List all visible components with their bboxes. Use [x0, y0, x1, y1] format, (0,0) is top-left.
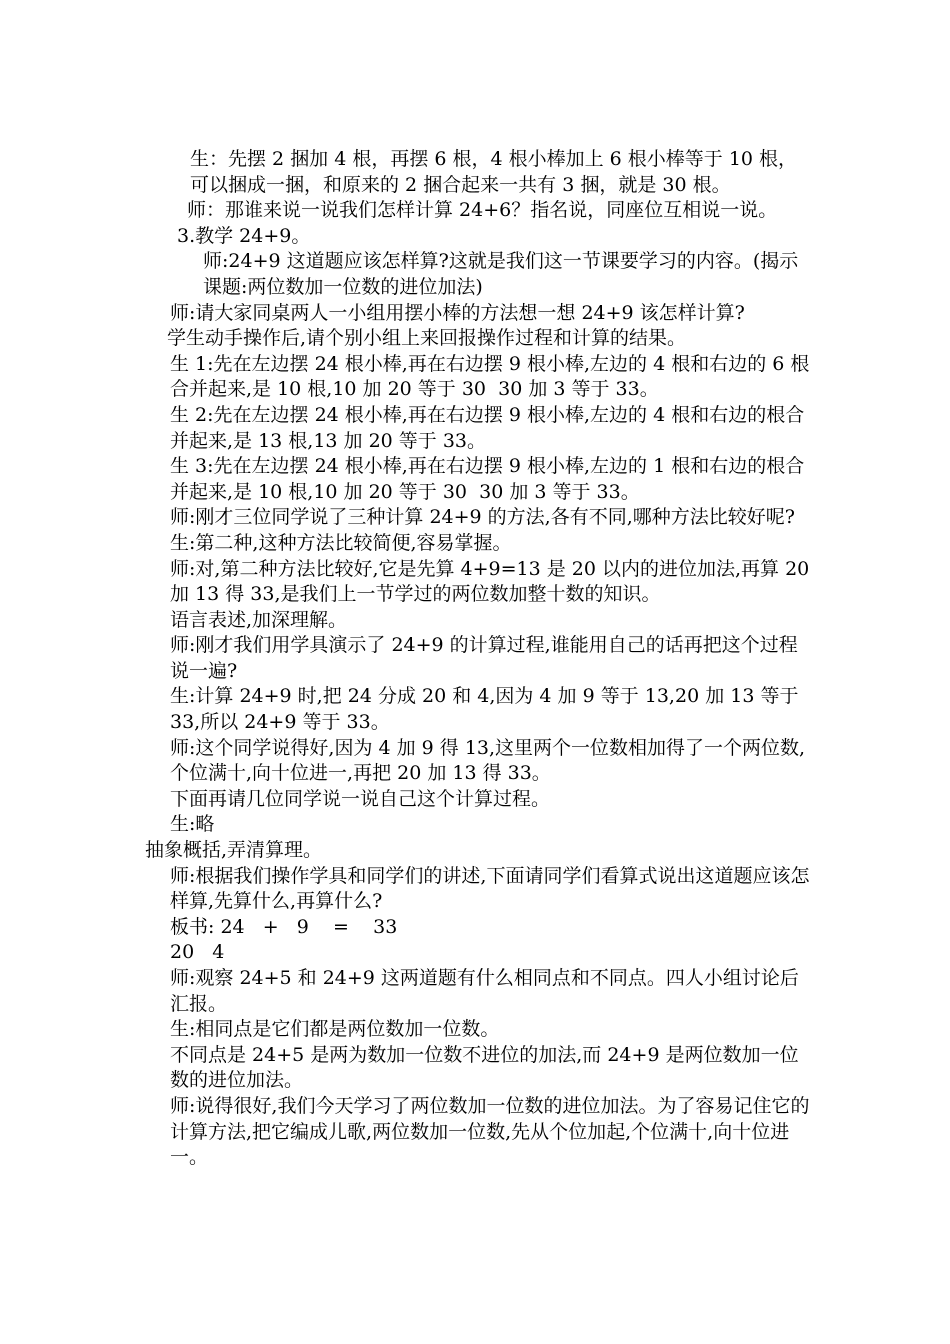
paragraph: 师:刚才我们用学具演示了 24+9 的计算过程,谁能用自己的话再把这个过程说一遍?: [170, 634, 798, 682]
paragraph: 生:略: [170, 813, 215, 836]
paragraph: 师:这个同学说得好,因为 4 加 9 得 13,这里两个一位数相加得了一个两位数,个位满十,向十位进一,再把 20 加 13 得 33。: [170, 736, 806, 785]
paragraph: 生:计算 24+9 时,把 24 分成 20 和 4,因为 4 加 9 等于 13,20 加 13 等于 33,所以 24+9 等于 33。: [170, 685, 805, 734]
paragraph: 不同点是 24+5 是两为数加一位数不进位的加法,而 24+9 是两位数加一位数的进位加法。: [170, 1043, 799, 1092]
paragraph: 生:第二种,这种方法比较简便,容易掌握。: [170, 531, 512, 554]
paragraph: 生：先摆 2 捆加 4 根，再摆 6 根，4 根小棒加上 6 根小棒等于 10 根，可以捆成一捆，和原来的 2 捆合起来一共有 3 捆，就是 30 根。: [190, 148, 798, 196]
paragraph: 3.教学 24+9。: [177, 224, 311, 247]
paragraph: 师:对,第二种方法比较好,它是先算 4+9=13 是 20 以内的进位加法,再算 20 加 13 得 33,是我们上一节学过的两位数加整十数的知识。: [170, 557, 816, 606]
paragraph: 师:根据我们操作学具和同学们的讲述,下面请同学们看算式说出这道题应该怎样算,先算什么,再算什么?: [170, 864, 810, 913]
paragraph: 学生动手操作后,请个别小组上来回报操作过程和计算的结果。: [167, 327, 687, 350]
paragraph: 师:24+9 这道题应该怎样算?这就是我们这一节课要学习的内容。(揭示课题:两位数加一位数的进位加法): [203, 250, 799, 298]
paragraph: 生 1:先在左边摆 24 根小棒,再在右边摆 9 根小棒,左边的 4 根和右边的 6 根合并起来,是 10 根,10 加 20 等于 30 30 加 3 等于 33。: [170, 352, 810, 401]
paragraph: 生 2:先在左边摆 24 根小棒,再在右边摆 9 根小棒,左边的 4 根和右边的根合并起来,是 13 根,13 加 20 等于 33。: [170, 403, 805, 452]
paragraph: 生:相同点是它们都是两位数加一位数。: [170, 1018, 500, 1041]
document-body: [145, 147, 816, 1171]
paragraph: 语言表述,加深理解。: [170, 608, 348, 631]
paragraph: 抽象概括,弄清算理。: [145, 839, 323, 862]
paragraph: 师：那谁来说一说我们怎样计算 24+6？指名说，同座位互相说一说。: [187, 199, 778, 222]
blackboard-line: 20 4: [170, 941, 225, 964]
paragraph: 师:请大家同桌两人一小组用摆小棒的方法想一想 24+9 该怎样计算?: [170, 301, 745, 324]
blackboard-line: 板书: 24 + 9 = 33: [170, 915, 398, 938]
paragraph: 师:刚才三位同学说了三种计算 24+9 的方法,各有不同,哪种方法比较好呢?: [170, 506, 795, 529]
paragraph: 下面再请几位同学说一说自己这个计算过程。: [170, 787, 551, 810]
paragraph: 师:观察 24+5 和 24+9 这两道题有什么相同点和不同点。四人小组讨论后汇报。: [170, 967, 799, 1015]
paragraph: 师:说得很好,我们今天学习了两位数加一位数的进位加法。为了容易记住它的计算方法,把它编成儿歌,两位数加一位数,先从个位加起,个位满十,向十位进一。: [170, 1094, 810, 1169]
paragraph: 生 3:先在左边摆 24 根小棒,再在右边摆 9 根小棒,左边的 1 根和右边的根合并起来,是 10 根,10 加 20 等于 30 30 加 3 等于 33。: [170, 455, 805, 503]
